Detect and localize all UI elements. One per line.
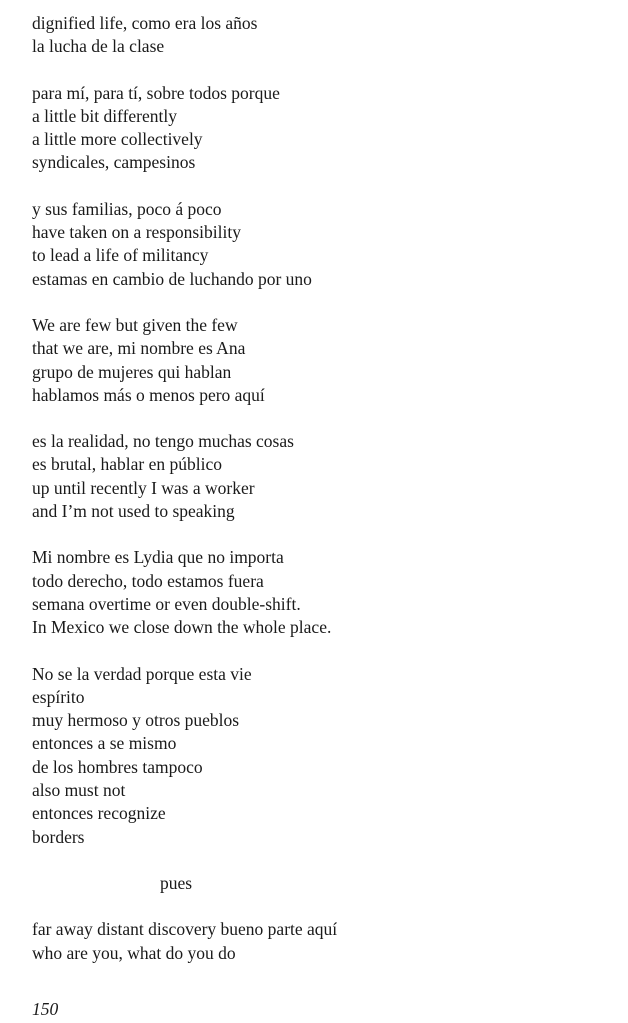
poem-line: a little more collectively [32,129,203,150]
poem-line: entonces a se mismo [32,733,177,754]
poem-line: a little bit differently [32,105,177,126]
stanza-9 [32,918,612,965]
poem-line: far away distant discovery bueno parte aquí [32,919,338,940]
poem-line: borders [32,826,85,847]
poem-line: dignified life, como era los años [32,13,258,33]
stanza-6 [32,546,612,639]
poem-line: es la realidad, no tengo muchas cosas [32,431,294,452]
poem-line: and I’m not used to speaking [32,501,235,522]
stanza-4 [32,314,612,407]
poem-line: y sus familias, poco á poco [32,198,222,219]
poem-line: Mi nombre es Lydia que no importa [32,547,284,568]
poem-line: We are few but given the few [32,314,238,335]
poem-line: estamas en cambio de luchando por uno [32,268,312,289]
poem-line: In Mexico we close down the whole place. [32,617,332,638]
poem-line: la lucha de la clase [32,36,165,57]
poem-line: es brutal, hablar en público [32,454,223,475]
stanza-1 [32,12,612,59]
stanza-3 [32,198,612,291]
poem-line: para mí, para tí, sobre todos porque [32,82,280,103]
page-number: 150 [32,999,59,1019]
poem-line: grupo de mujeres qui hablan [32,361,232,382]
poem-line: espírito [32,686,85,707]
poem-line: that we are, mi nombre es Ana [32,338,246,359]
poem-line: todo derecho, todo estamos fuera [32,570,264,591]
poem-line: up until recently I was a worker [32,477,255,498]
poem-line: have taken on a responsibility [32,222,241,243]
poem-line: to lead a life of militancy [32,245,209,266]
stanza-8 [32,872,612,895]
poem-line: also must not [32,780,126,801]
poem-line: entonces recognize [32,803,166,824]
stanza-5 [32,430,612,523]
poem-body [32,12,612,988]
poem-line: No se la verdad porque esta vie [32,663,252,684]
poem-line: syndicales, campesinos [32,152,196,173]
poem-line: de los hombres tampoco [32,756,203,777]
stanza-2 [32,82,612,175]
poem-line: who are you, what do you do [32,942,236,963]
poem-line: muy hermoso y otros pueblos [32,710,240,731]
poem-line: hablamos más o menos pero aquí [32,384,265,405]
poem-line-indented: pues [160,872,193,893]
stanza-7 [32,663,612,849]
poem-line: semana overtime or even double-shift. [32,593,301,614]
